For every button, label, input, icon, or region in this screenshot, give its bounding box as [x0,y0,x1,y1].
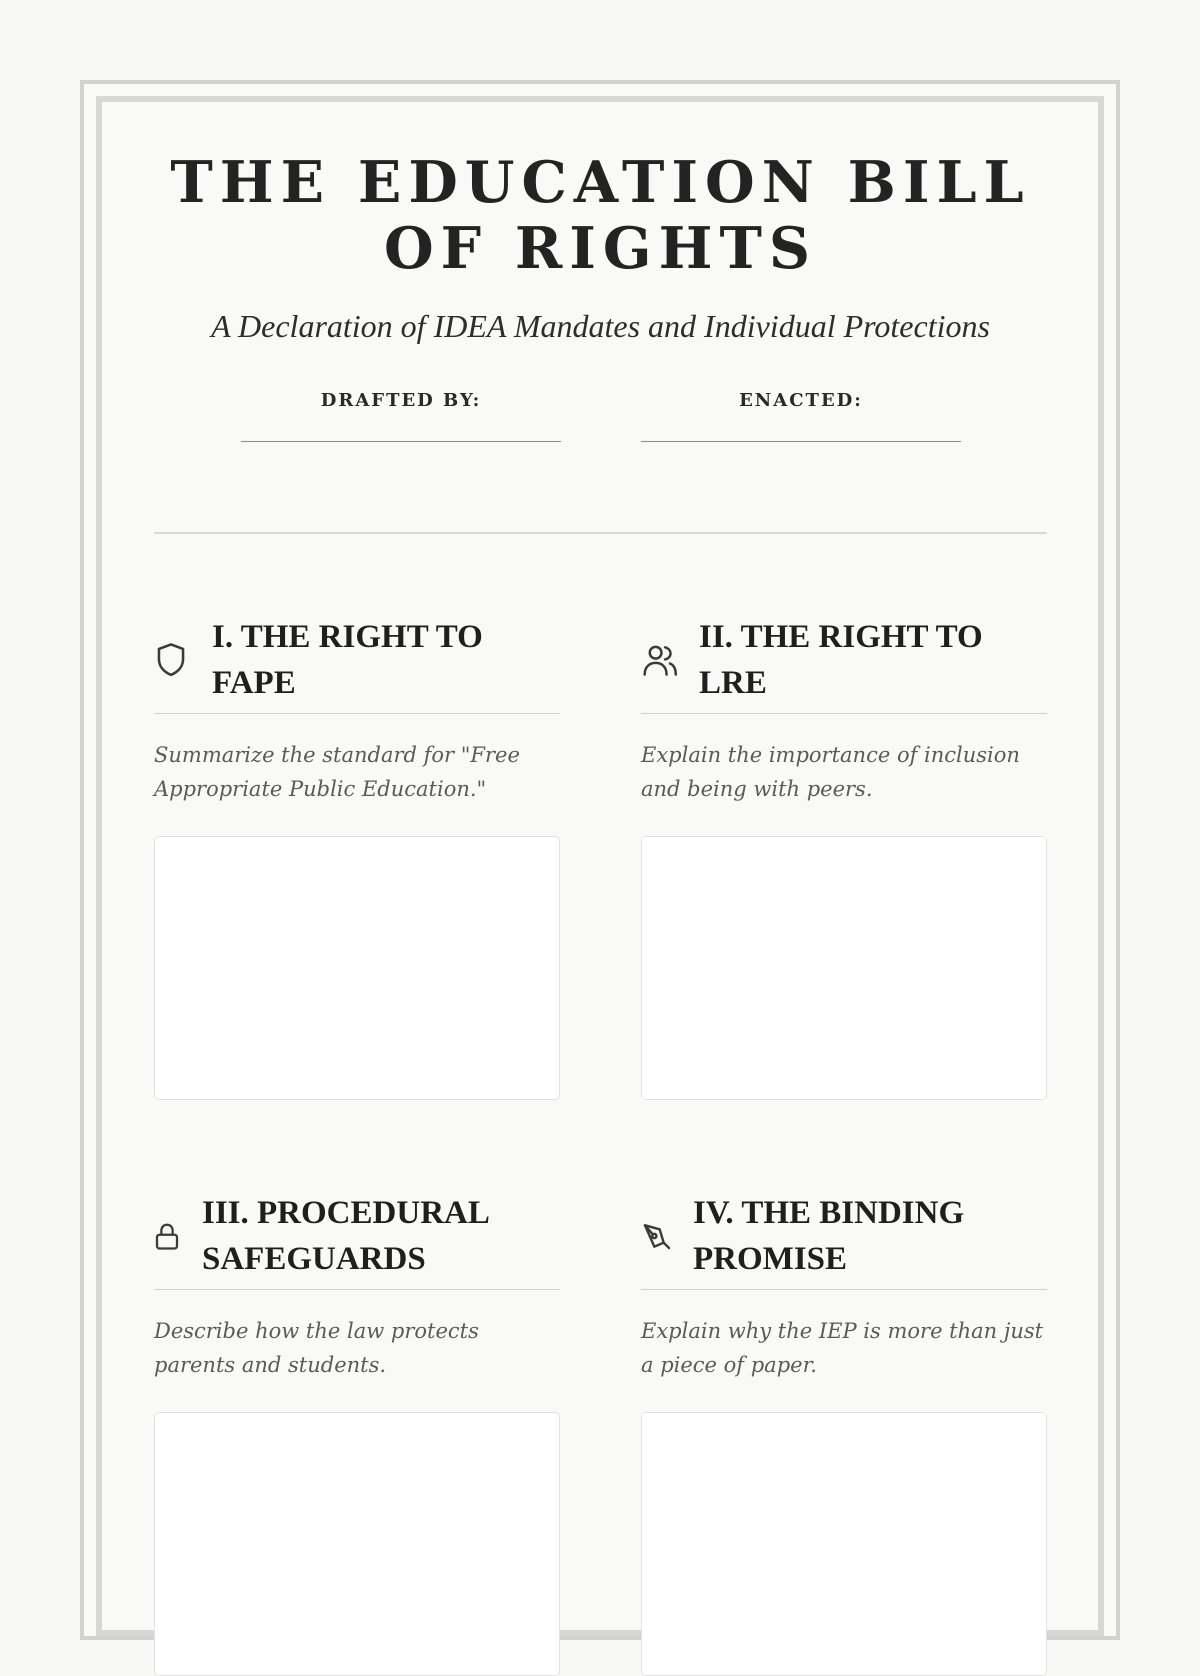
section-procedural-safeguards [154,1192,560,1676]
section-title: III. PROCEDURAL SAFEGUARDS [202,1194,489,1277]
enacted-label: ENACTED: [739,390,863,411]
section-header [641,1192,1047,1290]
section-binding-promise [641,1192,1047,1676]
enacted-block [641,388,961,442]
section-prompt: Describe how the law protects parents and students. [154,1319,479,1377]
users-icon [641,640,681,680]
shield-icon [154,640,194,680]
section-prompt: Explain why the IEP is more than just a piece of paper. [641,1319,1044,1377]
section-answer-box[interactable] [154,1412,560,1676]
lock-icon [154,1216,182,1256]
section-header [154,616,560,714]
section-header [641,616,1047,714]
section-lre [641,616,1047,1100]
signature-row [154,388,1047,498]
section-prompt: Explain the importance of inclusion and being with peers. [641,743,1020,801]
section-header [154,1192,560,1290]
pen-nib-icon [641,1216,675,1256]
page-title: THE EDUCATION BILL OF RIGHTS [170,149,1031,282]
drafted-by-block [241,388,561,442]
enacted-field[interactable] [641,441,961,442]
drafted-by-label: DRAFTED BY: [320,390,482,411]
section-prompt: Summarize the standard for "Free Appropriate Public Education." [154,743,520,801]
drafted-by-field[interactable] [241,441,561,442]
section-answer-box[interactable] [641,1412,1047,1676]
document-content [154,149,1047,1377]
section-answer-box[interactable] [641,836,1047,1100]
header-divider [154,532,1047,534]
page-subtitle: A Declaration of IDEA Mandates and Individual Protections [211,308,990,344]
section-answer-box[interactable] [154,836,560,1100]
section-title: II. THE RIGHT TO LRE [699,618,983,701]
section-title: IV. THE BINDING PROMISE [693,1194,965,1277]
section-title: I. THE RIGHT TO FAPE [212,618,483,701]
section-fape [154,616,560,1100]
